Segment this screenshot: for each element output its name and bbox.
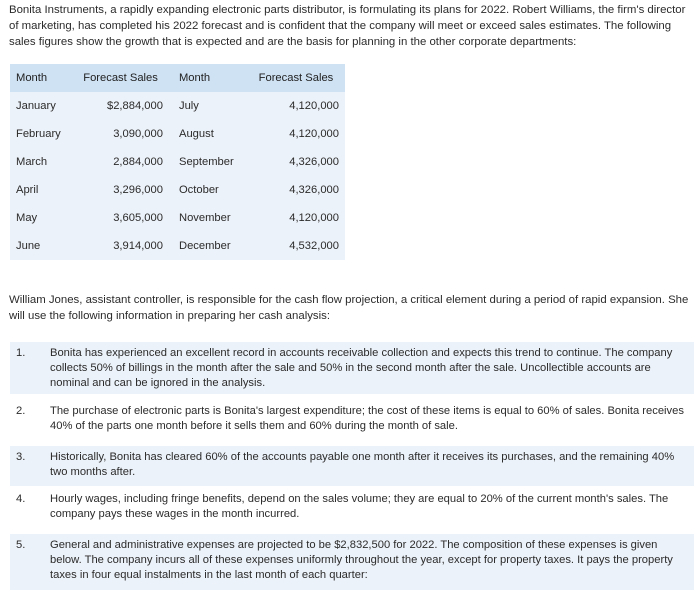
list-item-text: Bonita has experienced an excellent record in accounts receivable collection and expects this trend to continue. The company collects 50% of billings in the month after the sale and 50% in the second month after the sale. Uncollectible accounts are nominal and can be ignored in the analysis.	[50, 347, 673, 389]
table-row	[10, 92, 345, 120]
table-row	[10, 204, 345, 232]
cell-month: July	[167, 92, 253, 120]
cell-forecast-sales: 4,120,000	[253, 204, 345, 232]
cell-forecast-sales: 3,605,000	[78, 204, 167, 232]
list-item-text: Hourly wages, including fringe benefits, depend on the sales volume; they are equal to 20% of the current month's sales. The company pays these wages in the month incurred.	[50, 493, 669, 520]
cash-analysis-paragraph: William Jones, assistant controller, is responsible for the cash flow projection, a critical element during a period of rapid expansion. She will use the following information in preparing her cash analysis:	[9, 294, 689, 322]
list-item-text: The purchase of electronic parts is Bonita's largest expenditure; the cost of these items is equal to 60% of sales. Bonita receives 40% of the parts one month before it sells them and 60% during the month of sale.	[50, 405, 684, 432]
list-item-number: 2.	[16, 405, 26, 417]
table-row	[10, 120, 345, 148]
header-month-1: Month	[10, 64, 78, 92]
cell-month: February	[10, 120, 78, 148]
cell-forecast-sales: 4,326,000	[253, 148, 345, 176]
cell-month: August	[167, 120, 253, 148]
sales-forecast-table	[10, 64, 345, 260]
table-header-row	[10, 64, 345, 92]
header-forecast-sales-2: Forecast Sales	[253, 64, 345, 92]
list-item	[10, 446, 694, 486]
cell-forecast-sales: 4,532,000	[253, 232, 345, 260]
header-month-2: Month	[167, 64, 253, 92]
list-item	[10, 404, 694, 440]
list-item	[10, 342, 694, 394]
cell-month: January	[10, 92, 78, 120]
cell-forecast-sales: 3,296,000	[78, 176, 167, 204]
list-item-number: 5.	[16, 539, 26, 551]
table-row	[10, 176, 345, 204]
cell-month: March	[10, 148, 78, 176]
cell-forecast-sales: 4,120,000	[253, 92, 345, 120]
table-row	[10, 232, 345, 260]
cell-forecast-sales: 3,914,000	[78, 232, 167, 260]
cell-month: September	[167, 148, 253, 176]
cell-month: November	[167, 204, 253, 232]
list-item-text: General and administrative expenses are projected to be $2,832,500 for 2022. The composition of these expenses is given below. The company incurs all of these expenses uniformly throughout the year, except for property taxes. It pays the property taxes in four equal instalments in the last month of each quarter:	[50, 539, 673, 581]
list-item	[10, 492, 694, 528]
cell-month: May	[10, 204, 78, 232]
table-row	[10, 148, 345, 176]
header-forecast-sales-1: Forecast Sales	[78, 64, 167, 92]
cell-month: June	[10, 232, 78, 260]
list-item-text: Historically, Bonita has cleared 60% of the accounts payable one month after it receives its purchases, and the remaining 40% two months after.	[50, 451, 675, 478]
cell-forecast-sales: 4,120,000	[253, 120, 345, 148]
cell-forecast-sales: 3,090,000	[78, 120, 167, 148]
cell-forecast-sales: 2,884,000	[78, 148, 167, 176]
list-item-number: 4.	[16, 493, 26, 505]
cell-month: December	[167, 232, 253, 260]
list-item-number: 3.	[16, 451, 26, 463]
cell-forecast-sales: $2,884,000	[78, 92, 167, 120]
list-item	[10, 534, 694, 590]
cell-month: April	[10, 176, 78, 204]
cell-month: October	[167, 176, 253, 204]
list-item-number: 1.	[16, 347, 26, 359]
cell-forecast-sales: 4,326,000	[253, 176, 345, 204]
intro-paragraph: Bonita Instruments, a rapidly expanding electronic parts distributor, is formulating its plans for 2022. Robert Williams, the firm's director of marketing, has completed his 2022 forecast and is confident that the company will meet or exceed sales estimates. The following sales figures show the growth that is expected and are the basis for planning in the other corporate departments:	[9, 4, 686, 48]
